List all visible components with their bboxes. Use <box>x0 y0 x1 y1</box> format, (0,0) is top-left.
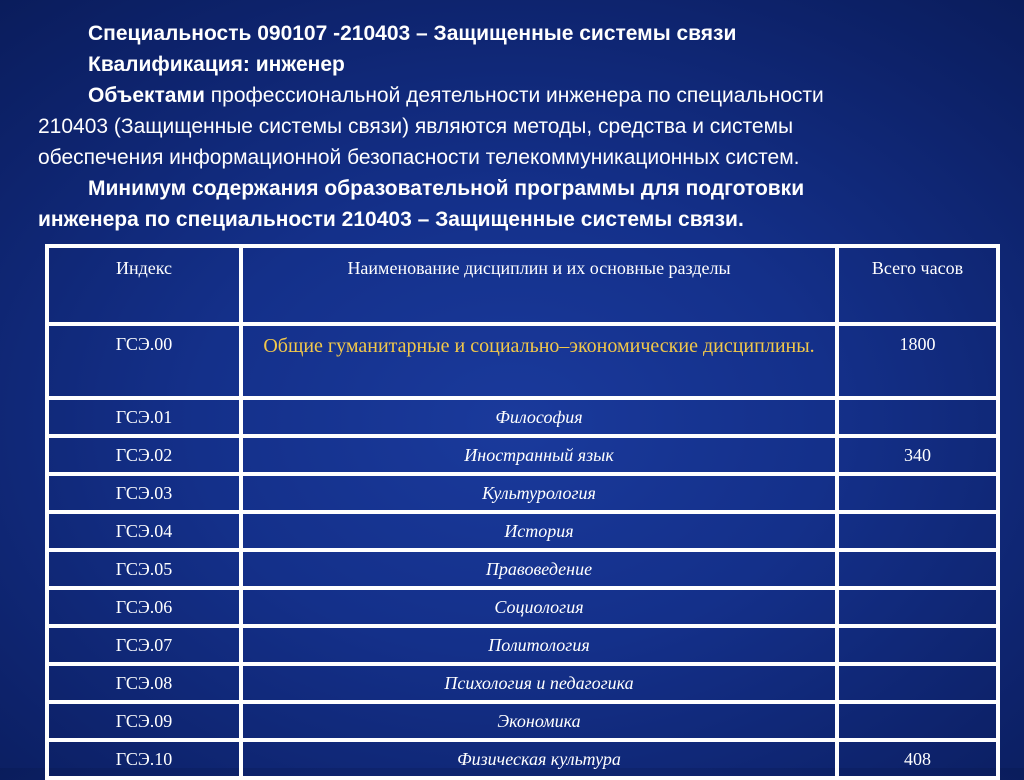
row-index: ГСЭ.01 <box>47 398 241 436</box>
table-header-row <box>47 246 998 324</box>
row-hours: 340 <box>837 436 998 474</box>
qualification: Квалификация: инженер <box>88 53 345 76</box>
row-discipline: Экономика <box>241 702 837 740</box>
table-row <box>47 626 998 664</box>
objects-paragraph-line <box>38 80 988 111</box>
row-discipline: Философия <box>241 398 837 436</box>
table-row <box>47 474 998 512</box>
row-discipline: Иностранный язык <box>241 436 837 474</box>
table-row <box>47 588 998 626</box>
row-discipline: Социология <box>241 588 837 626</box>
table-row <box>47 550 998 588</box>
row-hours <box>837 588 998 626</box>
table-row <box>47 512 998 550</box>
row-index: ГСЭ.06 <box>47 588 241 626</box>
objects-label: Объектами <box>88 84 205 107</box>
row-discipline: Психология и педагогика <box>241 664 837 702</box>
objects-text: профессиональной деятельности инженера по специальности <box>204 84 824 107</box>
row-discipline: Культурология <box>241 474 837 512</box>
table-row <box>47 740 998 778</box>
group-index: ГСЭ.00 <box>47 324 241 398</box>
slide-header <box>38 18 988 235</box>
program-heading-line-2: инженера по специальности 210403 – Защищенные системы связи. <box>38 208 744 231</box>
row-hours <box>837 626 998 664</box>
curriculum-table-wrapper <box>45 244 1000 780</box>
row-hours <box>837 474 998 512</box>
group-name: Общие гуманитарные и социально–экономические дисциплины. <box>241 324 837 398</box>
objects-paragraph-line-3: обеспечения информационной безопасности телекоммуникационных систем. <box>38 146 800 169</box>
row-hours <box>837 398 998 436</box>
table-row <box>47 398 998 436</box>
table-row <box>47 664 998 702</box>
row-hours <box>837 512 998 550</box>
column-header-name: Наименование дисциплин и их основные разделы <box>241 246 837 324</box>
row-hours <box>837 702 998 740</box>
column-header-index: Индекс <box>47 246 241 324</box>
table-row <box>47 436 998 474</box>
row-hours: 408 <box>837 740 998 778</box>
row-discipline: История <box>241 512 837 550</box>
objects-paragraph-line-2: 210403 (Защищенные системы связи) являются методы, средства и системы <box>38 115 794 138</box>
group-hours: 1800 <box>837 324 998 398</box>
row-discipline: Физическая культура <box>241 740 837 778</box>
table-group-row <box>47 324 998 398</box>
curriculum-table <box>45 244 1000 780</box>
row-index: ГСЭ.10 <box>47 740 241 778</box>
column-header-hours: Всего часов <box>837 246 998 324</box>
specialty-title: Специальность 090107 -210403 – Защищенные системы связи <box>88 22 737 45</box>
row-hours <box>837 664 998 702</box>
program-heading-line-1: Минимум содержания образовательной программы для подготовки <box>88 177 805 200</box>
row-index: ГСЭ.09 <box>47 702 241 740</box>
row-index: ГСЭ.08 <box>47 664 241 702</box>
row-index: ГСЭ.05 <box>47 550 241 588</box>
row-index: ГСЭ.04 <box>47 512 241 550</box>
row-index: ГСЭ.02 <box>47 436 241 474</box>
row-index: ГСЭ.07 <box>47 626 241 664</box>
row-discipline: Правоведение <box>241 550 837 588</box>
row-index: ГСЭ.03 <box>47 474 241 512</box>
table-row <box>47 702 998 740</box>
row-hours <box>837 550 998 588</box>
row-discipline: Политология <box>241 626 837 664</box>
